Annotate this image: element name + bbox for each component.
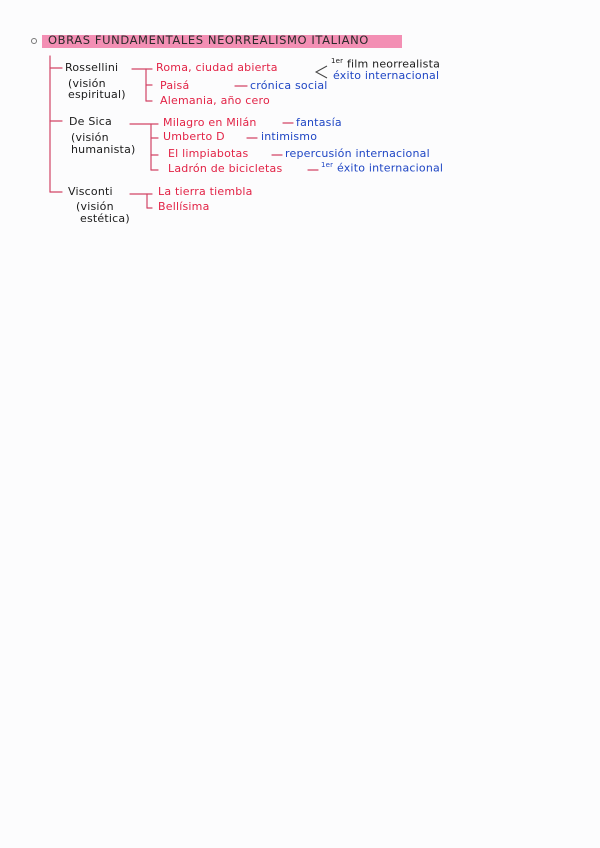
superscript: 1er bbox=[331, 57, 344, 65]
side-note: éxito internacional bbox=[333, 69, 440, 82]
film-note: intimismo bbox=[261, 130, 318, 143]
side-note bbox=[331, 58, 440, 70]
film-title: Roma, ciudad abierta bbox=[156, 61, 278, 74]
page-title: OBRAS FUNDAMENTALES NEORREALISMO ITALIANO bbox=[48, 33, 369, 47]
film-note: fantasía bbox=[296, 116, 342, 129]
film-title: Paisá bbox=[160, 79, 190, 92]
director-vision: estética) bbox=[80, 212, 130, 225]
director-name: Rossellini bbox=[65, 61, 119, 74]
film-title: La tierra tiembla bbox=[158, 185, 253, 198]
film-title: Bellísima bbox=[158, 200, 210, 213]
bullet-point bbox=[31, 38, 37, 44]
director-vision: espiritual) bbox=[68, 88, 126, 101]
film-title: El limpiabotas bbox=[168, 147, 249, 160]
director-vision: (visión bbox=[76, 200, 114, 213]
film-note: repercusión internacional bbox=[285, 147, 430, 160]
film-note-text: éxito internacional bbox=[336, 161, 444, 175]
director-name: Visconti bbox=[68, 185, 113, 198]
director-vision: humanista) bbox=[71, 143, 136, 156]
superscript: 1er bbox=[321, 161, 334, 169]
film-title: Ladrón de bicicletas bbox=[168, 162, 283, 175]
film-title: Umberto D bbox=[163, 130, 225, 143]
director-vision: (visión bbox=[71, 131, 109, 144]
film-title: Alemania, año cero bbox=[160, 94, 270, 107]
director-name: De Sica bbox=[69, 115, 112, 128]
film-note: crónica social bbox=[250, 79, 328, 92]
side-note-text: film neorrealista bbox=[346, 57, 441, 71]
film-note bbox=[321, 162, 443, 174]
director-vision: (visión bbox=[68, 77, 106, 90]
film-title: Milagro en Milán bbox=[163, 116, 257, 129]
